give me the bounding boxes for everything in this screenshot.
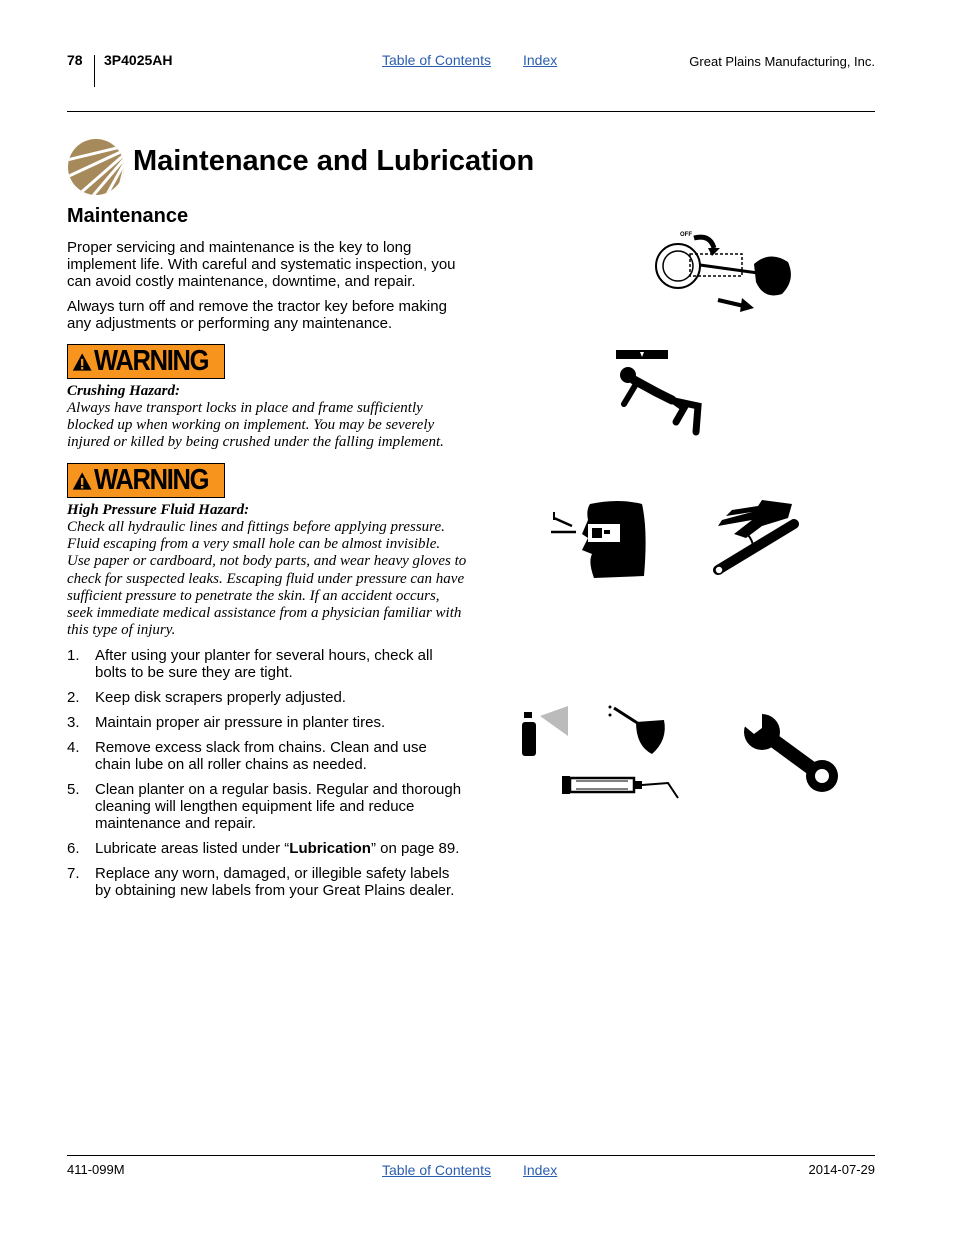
- list-item: 4. Remove excess slack from chains. Clean and use chain lube on all roller chains as needed.: [67, 739, 427, 773]
- glove-hand-icon: [712, 498, 802, 578]
- warning-label: [67, 463, 225, 498]
- key-paragraph: Always turn off and remove the tractor key before making any adjustments or performing any maintenance.: [67, 298, 447, 332]
- maintenance-steps: [67, 647, 462, 907]
- section-heading: Maintenance: [67, 205, 189, 227]
- warning-label-text: WARNING: [94, 345, 209, 377]
- header-toc-link[interactable]: Table of Contents: [382, 52, 491, 68]
- footer-index-link[interactable]: Index: [523, 1162, 558, 1178]
- intro-paragraph: Proper servicing and maintenance is the key to long implement life. With careful and systematic inspection, you can avoid costly maintenance, downtime, and repair.: [67, 239, 456, 290]
- svg-text:OFF: OFF: [680, 232, 692, 238]
- key-off-icon: [650, 224, 795, 314]
- page-number: 78: [67, 52, 83, 68]
- page-title: Maintenance and Lubrication: [133, 145, 535, 177]
- spray-can-icon: [522, 706, 568, 756]
- header-rule: [67, 111, 875, 112]
- list-item: 7. Replace any worn, damaged, or illegible safety labels by obtaining new labels from your Great Plains dealer.: [67, 865, 455, 899]
- oil-can-icon: [609, 706, 665, 755]
- fluid-hazard-title: High Pressure Fluid Hazard:: [67, 502, 250, 518]
- footer-toc-link[interactable]: Table of Contents: [382, 1162, 491, 1178]
- crushing-hazard-icon: [612, 348, 707, 438]
- list-item: 6. Lubricate areas listed under “Lubrication” on page 89.: [67, 840, 460, 857]
- eye-protection-icon: [548, 500, 648, 580]
- list-item: 2. Keep disk scrapers properly adjusted.: [67, 689, 346, 706]
- wrench-icon: [742, 712, 842, 796]
- header-divider: [94, 55, 95, 87]
- footer-rule: [67, 1155, 875, 1156]
- brand-logo-icon: [67, 138, 125, 196]
- list-item: 1. After using your planter for several hours, check all bolts to be sure they are tight.: [67, 647, 433, 681]
- header-index-link[interactable]: Index: [523, 52, 558, 68]
- list-item: 3. Maintain proper air pressure in planter tires.: [67, 714, 386, 731]
- warning-triangle-icon: [72, 350, 92, 374]
- lubrication-tools: [518, 700, 688, 805]
- fluid-hazard-text: Check all hydraulic lines and fittings before applying pressure. Fluid escaping from a very small hole can be almost invisible. Use paper or cardboard, not body parts, and wear heavy gloves to check for suspected leaks. Escaping fluid under pressure can have sufficient pressure to penetrate the skin. If an accident occurs, seek immediate medical assistance from a physician familiar with this type of injury.: [67, 519, 467, 639]
- company-name: Great Plains Manufacturing, Inc.: [689, 54, 875, 69]
- crushing-hazard-text: Always have transport locks in place and frame sufficiently blocked up when working on implement. You may be severely injured or killed by being crushed under the falling implement.: [67, 400, 444, 451]
- lubrication-reference[interactable]: Lubrication: [289, 840, 371, 857]
- warning-label: [67, 344, 225, 379]
- warning-triangle-icon: [72, 469, 92, 493]
- warning-label-text: WARNING: [94, 464, 209, 496]
- grease-gun-icon: [562, 776, 678, 798]
- document-code: 3P4025AH: [104, 52, 173, 68]
- crushing-hazard-title: Crushing Hazard:: [67, 383, 180, 399]
- list-item: 5. Clean planter on a regular basis. Regular and thorough cleaning will lengthen equipment life and reduce maintenance and repair.: [67, 781, 462, 832]
- publication-date: 2014-07-29: [808, 1162, 875, 1177]
- document-number: 411-099M: [67, 1162, 125, 1177]
